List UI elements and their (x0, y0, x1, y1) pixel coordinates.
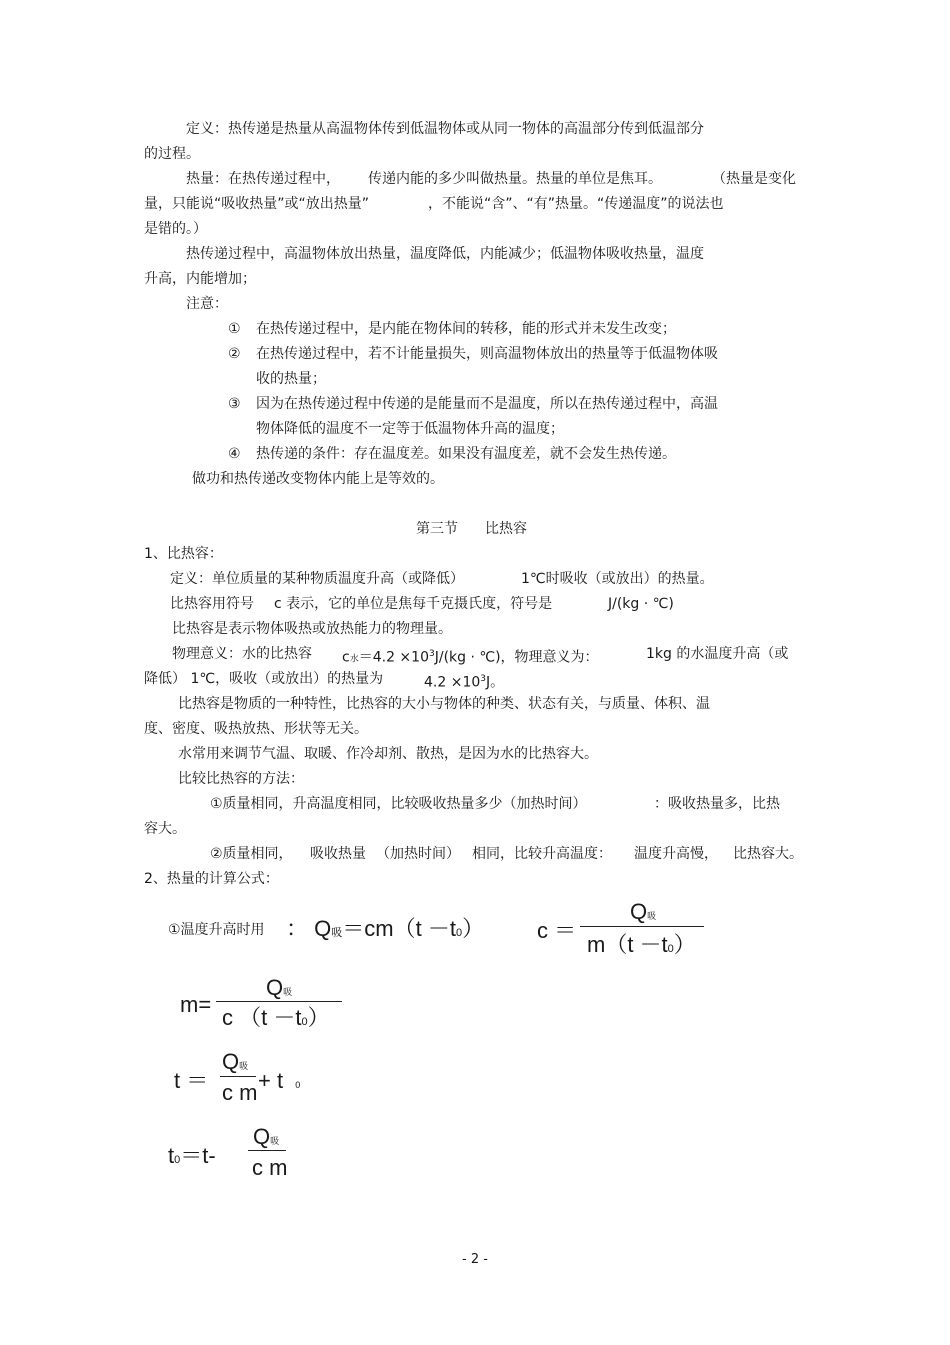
heat-line3: 是错的。） (144, 221, 207, 237)
formula-m-numerator: Q吸 (266, 975, 293, 1000)
formula-t0-numerator: Q吸 (253, 1124, 280, 1149)
note-text: 在热传递过程中，是内能在物体间的转移，能的形式并未发生改变； (256, 321, 676, 337)
meaning2-value: $4.2 \times 10^3J$。 (424, 674, 505, 691)
equivalence-text: 做功和热传递改变物体内能上是等效的。 (192, 471, 444, 487)
note-text-cont: 物体降低的温度不一定等于低温物体升高的温度； (256, 421, 564, 437)
property-line2: 度、密度、吸热放热、形状等无关。 (144, 721, 368, 737)
note-number: ② (228, 346, 241, 362)
fraction-bar (220, 1076, 256, 1077)
fraction-bar (248, 1150, 286, 1151)
formula-t0-lhs: t0＝t- (168, 1143, 216, 1168)
formula-m-denominator: c （t －t0） (222, 1005, 330, 1030)
heat-line1b: 传递内能的多少叫做热量。热量的单位是焦耳。 (368, 171, 662, 187)
heat-line1a: 热量：在热传递过程中， (186, 171, 340, 187)
formula-c-lhs: c ＝ (537, 918, 577, 943)
sh-symbol-a: 比热容用符号 (170, 596, 254, 612)
heat-line2a: 量，只能说“吸收热量”或“放出热量” (144, 196, 370, 212)
compare1-b: ：吸收热量多，比热 (654, 796, 780, 812)
compare2-a: ②质量相同， (210, 846, 293, 862)
meaning2-a: 降低） 1℃，吸收（或放出）的热量为 (144, 671, 384, 687)
heading-specific-heat: 1、比热容： (144, 546, 223, 562)
formula-t-numerator: Q吸 (222, 1049, 249, 1074)
compare1-a: ①质量相同，升高温度相同，比较吸收热量多少（加热时间） (210, 796, 587, 812)
note-number: ③ (228, 396, 241, 412)
sh-symbol-b: c 表示，它的单位是焦每千克摄氏度，符号是 (274, 596, 553, 612)
heat-line1c: （热量是变化 (712, 171, 796, 187)
note-text-cont: 收的热量； (256, 371, 326, 387)
meaning-b: 1kg 的水温度升高（或 (646, 646, 789, 662)
compare2-f: 比热容大。 (733, 846, 803, 862)
section-title-2: 比热容 (485, 521, 527, 537)
compare2-b: 吸收热量 (310, 846, 366, 862)
formula-t-lhs: t ＝ (174, 1068, 209, 1093)
formula-heat-absorbed: ： Q吸＝cm（t －t0） (286, 916, 485, 941)
note-text: 因为在热传递过程中传递的是能量而不是温度，所以在热传递过程中，高温 (256, 396, 718, 412)
compare2-d: 相同，比较升高温度： (472, 846, 612, 862)
formula-c-numerator: Q吸 (630, 899, 657, 924)
note-text: 热传递的条件：存在温度差。如果没有温度差，就不会发生热传递。 (256, 446, 676, 462)
section-title: 第三节 (416, 521, 458, 537)
note-number: ④ (228, 446, 241, 462)
formula-m-lhs: m= (180, 992, 212, 1017)
note-label: 注意： (186, 296, 228, 312)
process-line1: 热传递过程中，高温物体放出热量，温度降低，内能减少；低温物体吸收热量，温度 (186, 246, 704, 262)
compare2-e: 温度升高慢， (634, 846, 718, 862)
fraction-bar (580, 926, 704, 927)
formula-label: ①温度升高时用 (168, 922, 265, 938)
property-line1: 比热容是物质的一种特性，比热容的大小与物体的种类、状态有关，与质量、体积、温 (178, 696, 710, 712)
definition-line2: 的过程。 (144, 146, 200, 162)
heat-line2b: ，不能说“含”、“有”热量。“传递温度”的说法也 (428, 196, 724, 212)
formula-t0-denominator: c m (252, 1155, 288, 1180)
compare1-line2: 容大。 (144, 821, 186, 837)
sh-physical-quantity: 比热容是表示物体吸热或放热能力的物理量。 (172, 621, 452, 637)
note-text: 在热传递过程中，若不计能量损失，则高温物体放出的热量等于低温物体吸 (256, 346, 718, 362)
formula-t-denominator: c m (222, 1080, 258, 1105)
compare-label: 比较比热容的方法： (178, 771, 304, 787)
page-number: - 2 - (462, 1252, 488, 1267)
definition-line1: 定义：热传递是热量从高温物体传到低温物体或从同一物体的高温部分传到低温部分 (186, 121, 704, 137)
water-use: 水常用来调节气温、取暖、作冷却剂、散热，是因为水的比热容大。 (178, 746, 598, 762)
formula-c-denominator: m（t －t0） (587, 932, 696, 957)
meaning-a: 物理意义：水的比热容 (172, 646, 312, 662)
fraction-bar (216, 1001, 342, 1002)
heading-heat-formula: 2、热量的计算公式： (144, 871, 279, 887)
sh-definition-a: 定义：单位质量的某种物质温度升高（或降低） (170, 571, 464, 587)
meaning-value: c水$=4.2 \times 10^3J/(kg$ · ℃)，物理意义为： (342, 649, 599, 666)
sh-definition-b: 1℃时吸收（或放出）的热量。 (521, 571, 714, 587)
note-number: ① (228, 321, 241, 337)
process-line2: 升高，内能增加； (144, 271, 256, 287)
formula-t-plus-t0: + t 0 (258, 1068, 301, 1093)
compare2-c: （加热时间） (376, 846, 460, 862)
sh-unit: J/(kg · ℃) (608, 596, 674, 612)
